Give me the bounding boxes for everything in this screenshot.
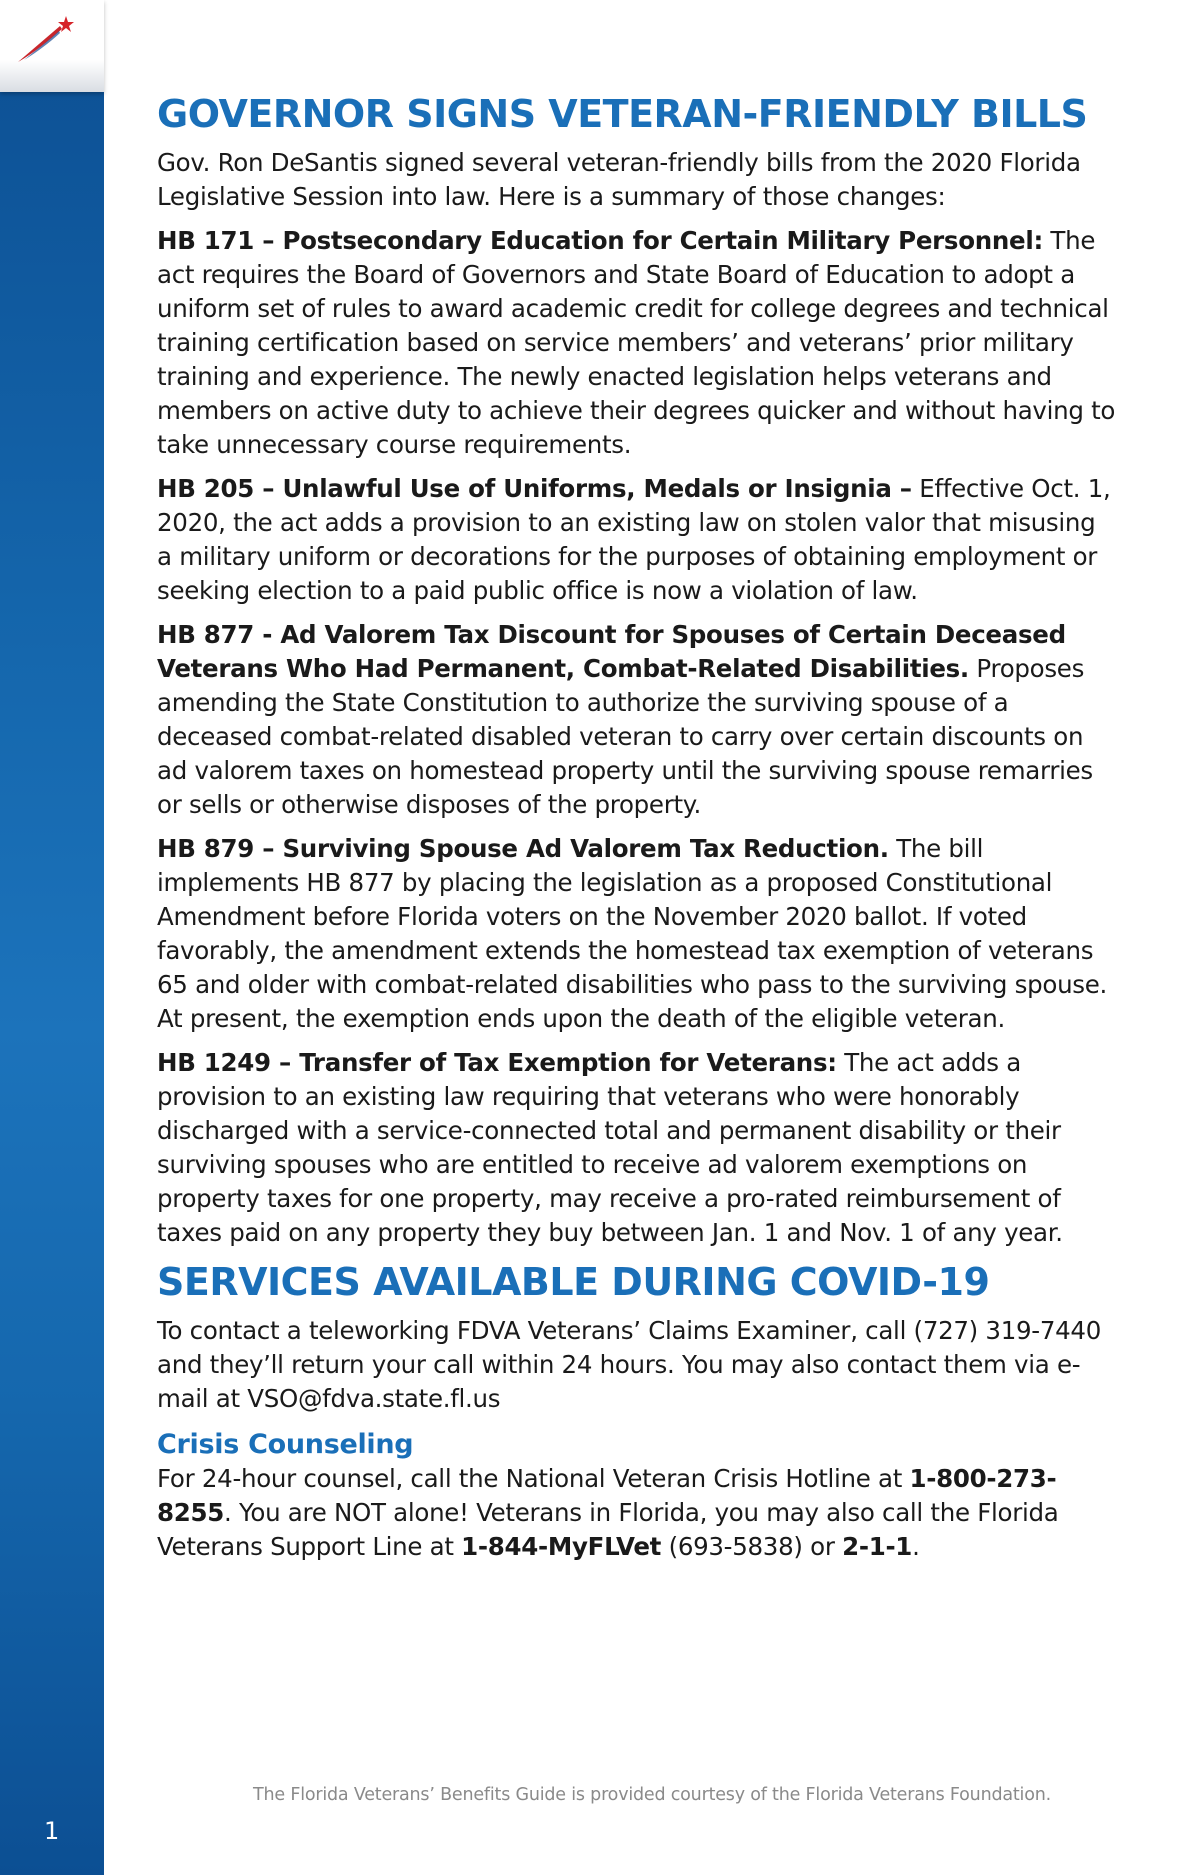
- claims-examiner-paragraph: To contact a teleworking FDVA Veterans’ Claims Examiner, call (727) 319-7440 and they’ll return your call within 24 hours. You may also contact them via e-mail at VSO@fdva.state.fl.us: [157, 1316, 1101, 1413]
- logo: [0, 0, 104, 92]
- sidebar: [0, 0, 104, 1875]
- bill-text: Effective Oct. 1, 2020, the act adds a provision to an existing law on stolen valor that misusing a military uniform or decorations for the purposes of obtaining employment or seeking election to a paid public office is now a violation of law.: [157, 474, 1111, 605]
- bill-text: The act adds a provision to an existing law requiring that veterans who were honorably discharged with a service-connected total and permanent disability or their surviving spouses who are entitled to receive ad valorem exemptions on property taxes for one property, may receive a pro-rated reimbursement of taxes paid on any property they buy between Jan. 1 and Nov. 1 of any year.: [157, 1048, 1063, 1247]
- crisis-text: . You are NOT alone! Veterans in Florida, you may also call the Florida Veterans Support Line at: [157, 1498, 1059, 1561]
- bill-paragraph: [157, 224, 1117, 462]
- section-title-bills: GOVERNOR SIGNS VETERAN-FRIENDLY BILLS: [157, 92, 1088, 136]
- intro-paragraph: Gov. Ron DeSantis signed several veteran-friendly bills from the 2020 Florida Legislative Session into law. Here is a summary of those changes:: [157, 148, 1081, 211]
- bill-paragraph: [157, 832, 1117, 1036]
- page-number: 1: [44, 1817, 60, 1845]
- bill-text: The bill implements HB 877 by placing the legislation as a proposed Constitutional Amendment before Florida voters on the November 2020 ballot. If voted favorably, the amendment extends the homestead tax exemption of veterans 65 and older with combat-related disabilities who pass to the surviving spouse. At present, the exemption ends upon the death of the eligible veteran.: [157, 834, 1108, 1033]
- shooting-star-icon: [14, 14, 78, 66]
- bill-title: HB 205 – Unlawful Use of Uniforms, Medals or Insignia –: [157, 474, 912, 503]
- main-content: [157, 92, 1117, 1574]
- hotline-number: 1-800-273-8255: [157, 1464, 1057, 1527]
- crisis-text: .: [912, 1532, 920, 1561]
- support-line-number: 1-844-MyFLVet: [461, 1532, 662, 1561]
- bill-paragraph: [157, 618, 1117, 822]
- crisis-paragraph: [157, 1462, 1117, 1564]
- alt-number: 2-1-1: [842, 1532, 913, 1561]
- crisis-counseling-heading: Crisis Counseling: [157, 1429, 414, 1460]
- bill-text: The act requires the Board of Governors and State Board of Education to adopt a uniform set of rules to award academic credit for college degrees and technical training certification based on service members’ and veterans’ prior military training and experience. The newly enacted legislation helps veterans and members on active duty to achieve their degrees quicker and without having to take unnecessary course requirements.: [157, 226, 1116, 459]
- bill-title: HB 1249 – Transfer of Tax Exemption for Veterans:: [157, 1048, 837, 1077]
- bill-title: HB 879 – Surviving Spouse Ad Valorem Tax Reduction.: [157, 834, 889, 863]
- crisis-text: For 24-hour counsel, call the National Veteran Crisis Hotline at: [157, 1464, 910, 1493]
- footer-credit: The Florida Veterans’ Benefits Guide is provided courtesy of the Florida Veterans Foundation.: [253, 1785, 1051, 1805]
- bill-paragraph: [157, 1046, 1117, 1250]
- bill-paragraph: [157, 472, 1117, 608]
- crisis-text: (693-5838) or: [661, 1532, 843, 1561]
- bill-title: HB 877 - Ad Valorem Tax Discount for Spouses of Certain Deceased Veterans Who Had Permanent, Combat-Related Disabilities.: [157, 620, 1066, 683]
- section-title-covid: SERVICES AVAILABLE DURING COVID-19: [157, 1260, 990, 1304]
- bill-text: Proposes amending the State Constitution to authorize the surviving spouse of a deceased combat-related disabled veteran to carry over certain discounts on ad valorem taxes on homestead property until the surviving spouse remarries or sells or otherwise disposes of the property.: [157, 654, 1093, 819]
- bill-title: HB 171 – Postsecondary Education for Certain Military Personnel:: [157, 226, 1043, 255]
